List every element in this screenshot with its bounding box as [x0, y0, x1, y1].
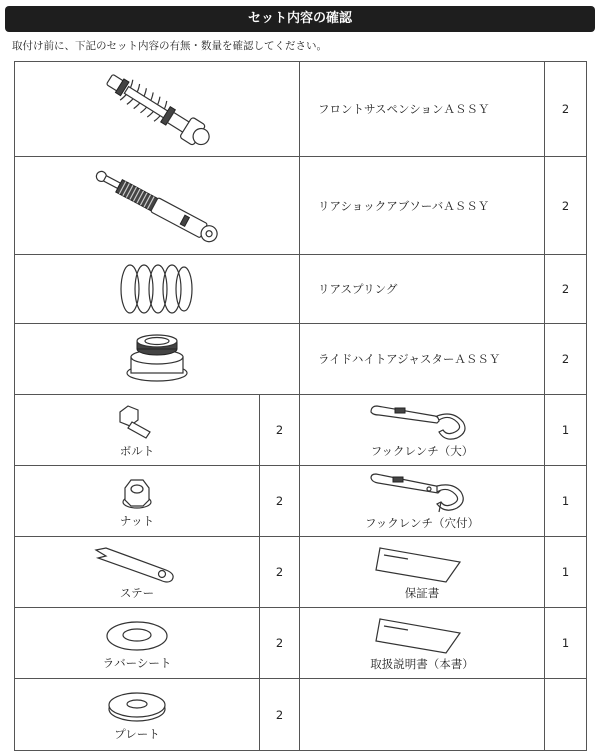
item-qty: 2: [545, 62, 587, 157]
table-row: [15, 255, 587, 324]
item-name: フロントサスペンションＡＳＳＹ: [300, 62, 545, 157]
item-qty: 2: [545, 324, 587, 395]
table-row: [15, 466, 587, 537]
item-qty: 1: [545, 608, 587, 679]
item-qty: 1: [545, 395, 587, 466]
item-qty: 1: [545, 537, 587, 608]
item-name: プレート: [114, 727, 160, 741]
item-name: リアショックアブソーバＡＳＳＹ: [300, 157, 545, 255]
table-row: [15, 537, 587, 608]
item-name: フックレンチ（穴付）: [365, 515, 479, 530]
stay-icon: [92, 544, 182, 584]
item-name: 保証書: [404, 585, 440, 600]
page-title: セット内容の確認: [5, 6, 595, 32]
item-name: 取扱説明書（本書）: [370, 656, 474, 671]
rear-spring-icon: [112, 259, 202, 319]
ride-height-adjuster-icon: [117, 329, 197, 389]
item-qty: 2: [260, 537, 300, 608]
item-qty: 2: [260, 395, 300, 466]
table-row: [15, 62, 587, 157]
item-name: ライドハイトアジャスターＡＳＳＹ: [300, 324, 545, 395]
item-qty: 2: [260, 466, 300, 537]
table-row: [15, 324, 587, 395]
nut-icon: [117, 474, 157, 512]
table-row: [15, 395, 587, 466]
item-qty: 1: [545, 466, 587, 537]
warranty-card-icon: [372, 544, 472, 584]
item-qty: 2: [545, 157, 587, 255]
item-name: ボルト: [119, 443, 155, 458]
instruction-manual-icon: [372, 615, 472, 655]
rear-shock-icon: [82, 161, 232, 251]
table-row: [15, 679, 587, 751]
table-row: [15, 157, 587, 255]
item-name: ステー: [119, 585, 155, 600]
item-qty: 2: [260, 679, 300, 751]
table-row: [15, 608, 587, 679]
bolt-icon: [112, 402, 162, 442]
item-qty: 2: [260, 608, 300, 679]
item-name: フックレンチ（大）: [370, 443, 474, 458]
empty-cell: [300, 679, 545, 751]
hook-wrench-pin-icon: [367, 472, 477, 514]
item-name: ラバーシート: [102, 655, 172, 670]
empty-cell: [545, 679, 587, 751]
intro-text: 取付け前に、下記のセット内容の有無・数量を確認してください。: [12, 40, 327, 52]
front-suspension-icon: [87, 65, 227, 153]
item-name: リアスプリング: [300, 255, 545, 324]
plate-icon: [102, 687, 172, 725]
item-name: ナット: [119, 513, 155, 528]
hook-wrench-large-icon: [367, 402, 477, 442]
item-qty: 2: [545, 255, 587, 324]
parts-table: [14, 61, 587, 751]
rubber-sheet-icon: [102, 616, 172, 654]
